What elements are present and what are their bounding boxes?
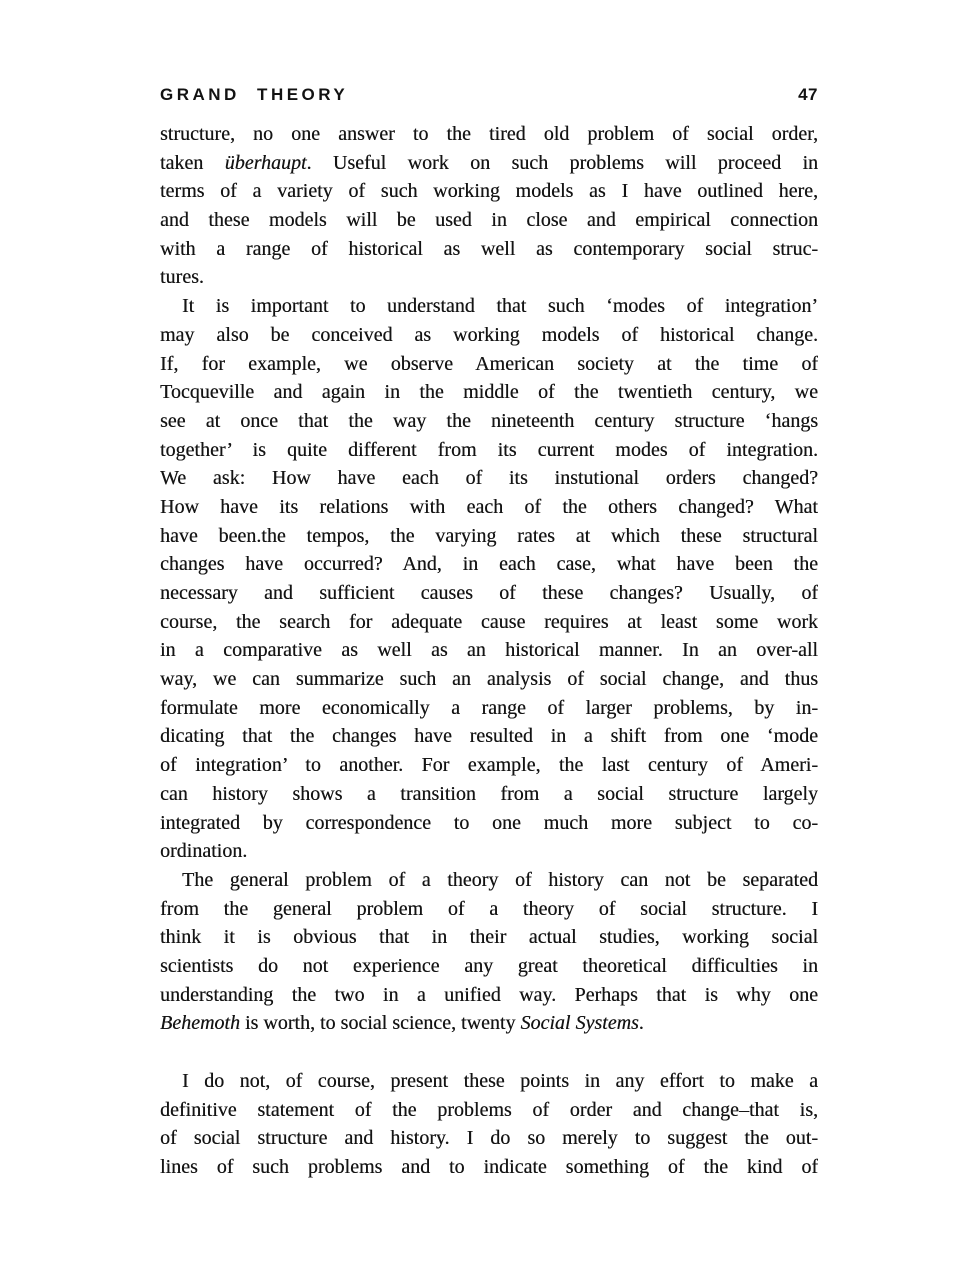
- text-line: think it is obvious that in their actual studies, working social: [160, 926, 818, 949]
- text-line: ordination.: [160, 840, 248, 863]
- text-line: necessary and sufficient causes of these changes? Usually, of: [160, 582, 818, 604]
- text-line: Behemoth is worth, to social science, twenty Social Systems.: [160, 1012, 644, 1035]
- text-line: formulate more economically a range of larger problems, by in-: [160, 696, 818, 719]
- running-header: [160, 85, 818, 105]
- page-number: 47: [798, 85, 818, 104]
- text-line: How have its relations with each of the others changed? What: [160, 495, 818, 518]
- text-line: taken überhaupt. Useful work on such problems will proceed in: [160, 151, 818, 174]
- text-line: of integration’ to another. For example, the last century of Ameri-: [160, 754, 818, 777]
- text-line: lines of such problems and to indicate something of the kind of: [160, 1156, 818, 1179]
- text-line: terms of a variety of such working models as I have outlined here,: [160, 180, 818, 203]
- text-line: changes have occurred? And, in each case, what have been the: [160, 553, 818, 576]
- text-line: way, we can summarize such an analysis of social change, and thus: [160, 668, 818, 691]
- text-line: scientists do not experience any great theoretical difficulties in: [160, 954, 818, 977]
- text-line: dicating that the changes have resulted in a shift from one ‘mode: [160, 725, 818, 748]
- text-line: structure, no one answer to the tired old problem of social order,: [160, 123, 818, 145]
- text-line: understanding the two in a unified way. Perhaps that is why one: [160, 983, 818, 1006]
- text-line: can history shows a transition from a social structure largely: [160, 782, 818, 805]
- text-line: If, for example, we observe American society at the time of: [160, 352, 818, 375]
- text-line: of social structure and history. I do so merely to suggest the out-: [160, 1127, 818, 1150]
- text-column: [160, 85, 818, 1182]
- text-line: in a comparative as well as an historical manner. In an over-all: [160, 639, 818, 662]
- text-line: together’ is quite different from its current modes of integration.: [160, 438, 818, 461]
- text-line: see at once that the way the nineteenth century structure ‘hangs: [160, 409, 818, 432]
- text-line: It is important to understand that such ‘modes of integration’: [182, 295, 818, 318]
- paragraph: [160, 866, 818, 1038]
- text-line: Tocqueville and again in the middle of the twentieth century, we: [160, 381, 818, 404]
- text-line: I do not, of course, present these points in any effort to make a: [182, 1070, 818, 1092]
- text-line: course, the search for adequate cause requires at least some work: [160, 610, 818, 633]
- text-line: from the general problem of a theory of social structure. I: [160, 897, 818, 920]
- paragraph: [160, 120, 818, 292]
- text-line: with a range of historical as well as contemporary social struc-: [160, 237, 818, 260]
- text-line: may also be conceived as working models of historical change.: [160, 323, 818, 346]
- text-line: We ask: How have each of its instutional orders changed?: [160, 467, 818, 490]
- paragraph: [160, 1067, 818, 1182]
- text-line: and these models will be used in close and empirical connection: [160, 209, 818, 232]
- text-line: integrated by correspondence to one much more subject to co-: [160, 811, 818, 834]
- running-title: GRAND THEORY: [160, 85, 349, 104]
- text-line: tures.: [160, 266, 204, 289]
- text-line: definitive statement of the problems of order and change–that is,: [160, 1098, 818, 1121]
- paragraph: [160, 292, 818, 866]
- body-text: [160, 120, 818, 1182]
- text-line: The general problem of a theory of history can not be separated: [182, 868, 818, 891]
- text-line: have been.the tempos, the varying rates at which these structural: [160, 524, 818, 547]
